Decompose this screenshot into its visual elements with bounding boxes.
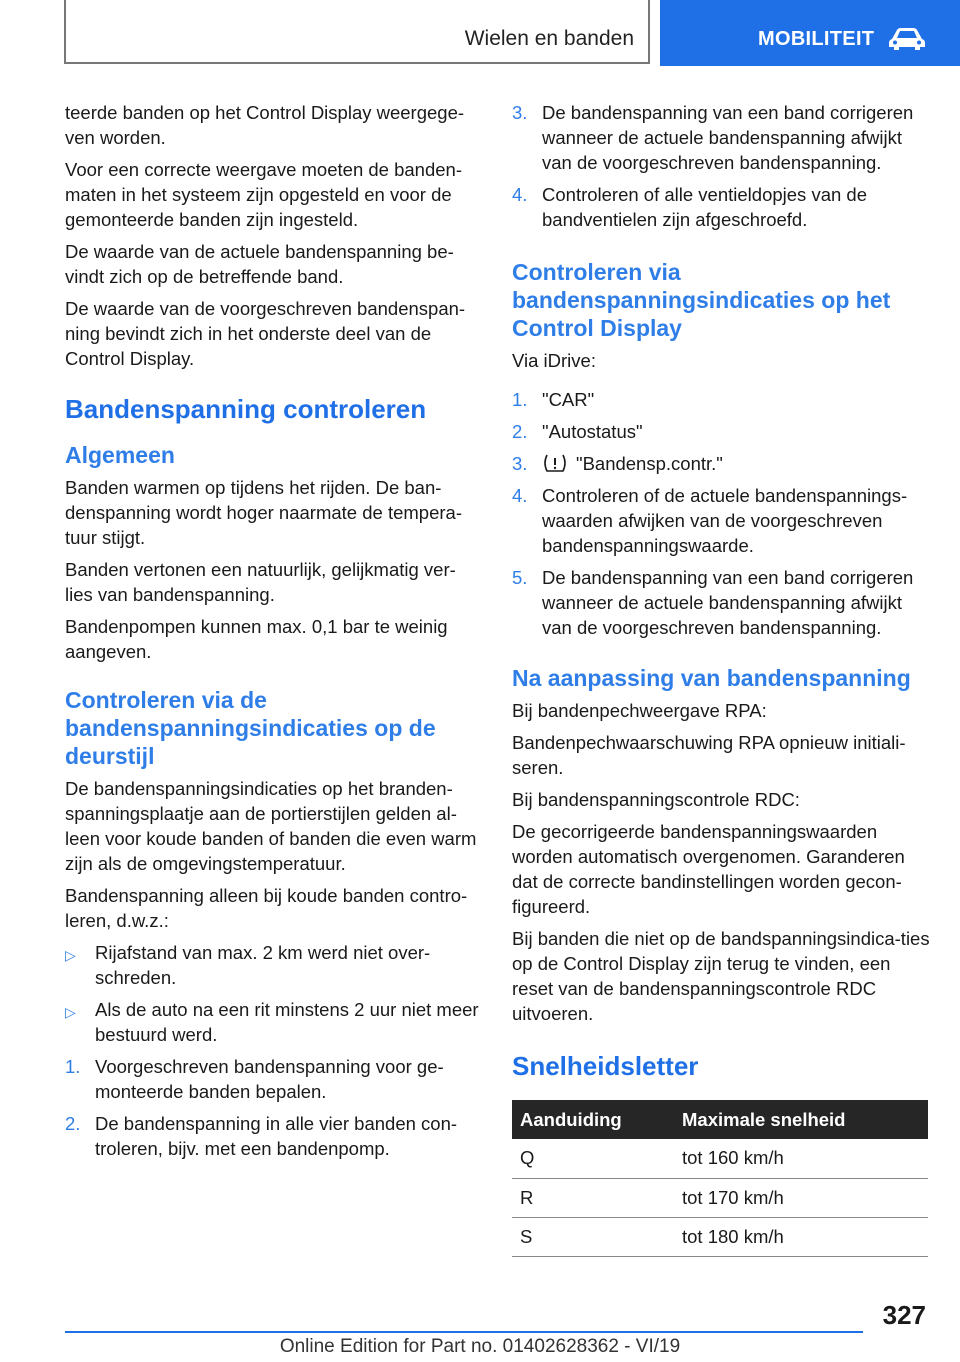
footer-divider [65, 1331, 863, 1333]
step-item [512, 100, 930, 175]
car-icon [888, 27, 926, 51]
step-item [65, 1054, 480, 1104]
column-header: Aanduiding [512, 1100, 674, 1139]
table-cell: R [512, 1178, 674, 1217]
left-column [65, 100, 480, 1168]
step-number: 1. [512, 389, 528, 410]
paragraph: De waarde van de voorgeschreven bandenspan-ning bevindt zich in het onderste deel van de Control Display. [65, 298, 466, 369]
step-item [512, 419, 930, 444]
paragraph: De gecorrigeerde bandenspanningswaarden worden automatisch overgenomen. Garanderen dat de correcte bandinstellingen worden gecon-figureerd. [512, 821, 905, 917]
triangle-bullet-icon: ▷ [65, 1004, 76, 1020]
step-number: 3. [512, 453, 528, 474]
speed-rating-table [512, 1100, 928, 1257]
paragraph: Banden vertonen een natuurlijk, gelijkmatig ver-lies van bandenspanning. [65, 559, 456, 605]
table-cell: tot 160 km/h [674, 1139, 928, 1178]
heading-line: Controleren via de [65, 687, 267, 713]
column-header: Maximale snelheid [674, 1100, 928, 1139]
list-item-text: Rijafstand van max. 2 km werd niet over-schreden. [95, 942, 431, 988]
paragraph: Voor een correcte weergave moeten de banden-maten in het systeem zijn opgesteld en voor de gemonteerde banden zijn ingesteld. [65, 159, 462, 230]
step-item [512, 451, 930, 476]
table-cell: Q [512, 1139, 674, 1178]
paragraph: Bandenspanning alleen bij koude banden contro-leren, d.w.z.: [65, 885, 468, 931]
list-item [65, 997, 480, 1047]
chapter-tab [660, 0, 960, 66]
step-text: De bandenspanning van een band corrigeren wanneer de actuele bandenspanning afwijkt van de voorgeschreven bandenspanning. [542, 567, 914, 638]
list-item [65, 940, 480, 990]
step-number: 1. [65, 1056, 81, 1077]
heading-line: Control Display [512, 315, 682, 341]
step-text: "CAR" [542, 389, 595, 410]
heading-after-adjustment: Na aanpassing van bandenspanning [512, 665, 911, 691]
table-cell: S [512, 1217, 674, 1256]
table-cell: tot 180 km/h [674, 1217, 928, 1256]
step-item [512, 387, 930, 412]
paragraph: Bij bandenpechweergave RPA: [512, 700, 767, 721]
step-text: Controleren of alle ventieldopjes van de bandventielen zijn afgeschroefd. [542, 184, 867, 230]
table-row [512, 1178, 928, 1217]
heading-line: bandenspanningsindicaties op het [512, 287, 891, 313]
step-item [512, 565, 930, 640]
table-row [512, 1139, 928, 1178]
section-tab [64, 0, 650, 64]
paragraph: teerde banden op het Control Display weergege-ven worden. [65, 102, 465, 148]
step-number: 2. [65, 1113, 81, 1134]
paragraph: De bandenspanningsindicaties op het branden-spanningsplaatje aan de portierstijlen gelden al-leen voor koude banden of banden die even warm zijn als de omgevingstemperatuur. [65, 778, 477, 874]
heading-line: bandenspanningsindicaties op de [65, 715, 436, 741]
step-text: De bandenspanning in alle vier banden con-troleren, bijv. met een bandenpomp. [95, 1113, 458, 1159]
heading-speed-rating: Snelheidsletter [512, 1051, 699, 1081]
page-header [0, 0, 960, 66]
step-item [512, 182, 930, 232]
step-text: Controleren of de actuele bandenspannings-waarden afwijken van de voorgeschreven bandenspanningswaarde. [542, 485, 908, 556]
paragraph: Bandenpompen kunnen max. 0,1 bar te weinig aangeven. [65, 616, 448, 662]
paragraph: Via iDrive: [512, 350, 596, 371]
heading-check-pressure: Bandenspanning controleren [65, 394, 427, 424]
paragraph: Bandenpechwaarschuwing RPA opnieuw initiali-seren. [512, 732, 906, 778]
paragraph: Banden warmen op tijdens het rijden. De ban-denspanning wordt hoger naarmate de tempera-tuur stijgt. [65, 477, 462, 548]
step-number: 5. [512, 567, 528, 588]
chapter-title: MOBILITEIT [758, 28, 875, 50]
tire-pressure-warning-icon [542, 453, 568, 473]
table-cell: tot 170 km/h [674, 1178, 928, 1217]
step-text: "Bandensp.contr." [576, 453, 723, 474]
step-item [512, 483, 930, 558]
heading-line: deurstijl [65, 743, 155, 769]
heading-general: Algemeen [65, 442, 175, 468]
step-number: 4. [512, 184, 528, 205]
footer-edition: Online Edition for Part no. 01402628362 - VI/19 [279, 1336, 681, 1357]
paragraph: De waarde van de actuele bandenspanning be-vindt zich op de betreffende band. [65, 241, 454, 287]
heading-control-display [512, 258, 930, 342]
triangle-bullet-icon: ▷ [65, 947, 76, 963]
step-item [65, 1111, 480, 1161]
step-text: "Autostatus" [542, 421, 643, 442]
step-text: Voorgeschreven bandenspanning voor ge-monteerde banden bepalen. [95, 1056, 444, 1102]
paragraph: Bij bandenspanningscontrole RDC: [512, 789, 800, 810]
paragraph: Bij banden die niet op de bandspanningsindica-ties op de Control Display zijn terug te vinden, een reset van de bandenspanningscontrole RDC uitvoeren. [512, 928, 930, 1024]
heading-door-pillar [65, 686, 480, 770]
step-number: 2. [512, 421, 528, 442]
list-item-text: Als de auto na een rit minstens 2 uur niet meer bestuurd werd. [95, 999, 479, 1045]
heading-line: Controleren via [512, 259, 681, 285]
page-number: 327 [882, 1300, 926, 1330]
table-header-row [512, 1100, 928, 1139]
table-row [512, 1217, 928, 1256]
right-column [512, 100, 930, 1257]
section-title: Wielen en banden [464, 27, 634, 50]
step-text: De bandenspanning van een band corrigeren wanneer de actuele bandenspanning afwijkt van de voorgeschreven bandenspanning. [542, 102, 914, 173]
step-number: 3. [512, 102, 528, 123]
step-number: 4. [512, 485, 528, 506]
